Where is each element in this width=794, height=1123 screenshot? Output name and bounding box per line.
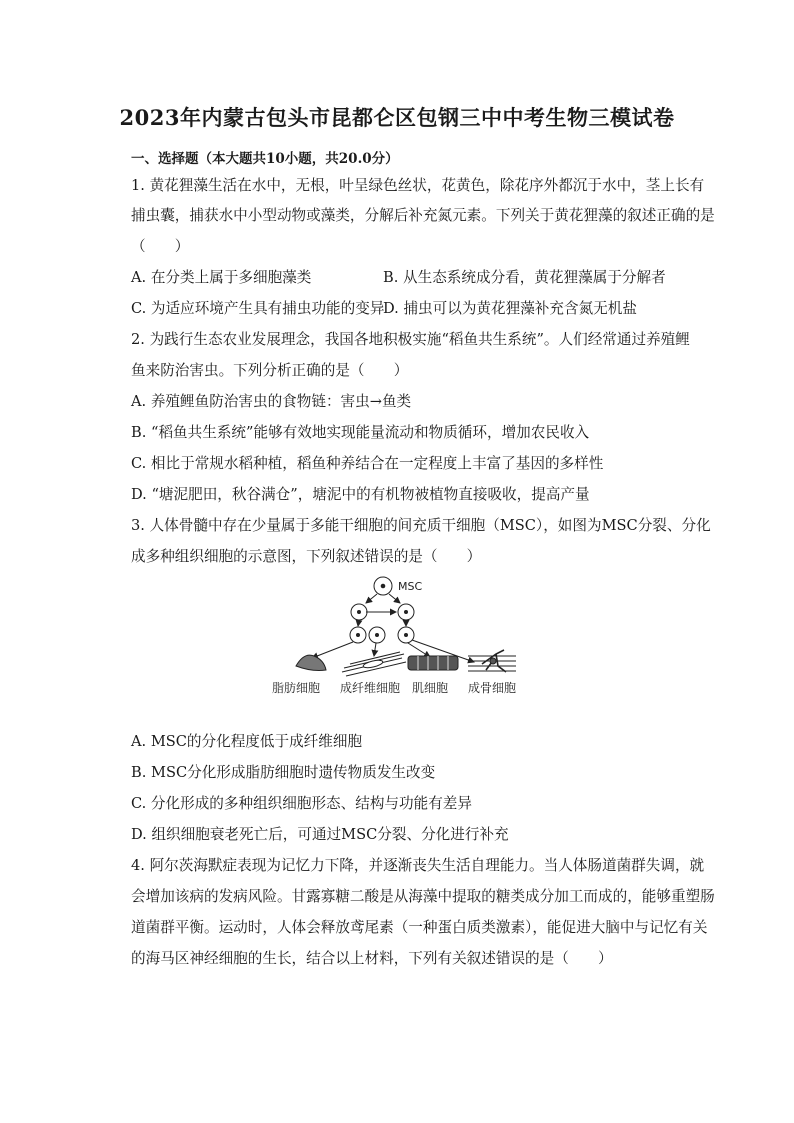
msc-differentiation-figure [260,572,530,700]
q4-stem-line: 道菌群平衡。运动时，人体会释放鸢尾素（一种蛋白质类激素），能促进大脑中与记忆有关 [131,919,708,936]
arrow [358,620,359,626]
q2-option-b: B. “稻鱼共生系统”能够有效地实现能量流动和物质循环，增加农民收入 [131,424,590,441]
arrow [374,643,376,656]
q1-option-c: C. 为适应环境产生具有捕虫功能的变异 [131,300,385,317]
q1-option-b: B. 从生态系统成分看，黄花狸藻属于分解者 [383,269,666,286]
q3-option-d: D. 组织细胞衰老死亡后，可通过MSC分裂、分化进行补充 [131,826,509,843]
q3-stem-line: 成多种组织细胞的示意图，下列叙述错误的是（ ） [131,548,482,565]
page-title: 2023年内蒙古包头市昆都仑区包钢三中中考生物三模试卷 [119,105,675,130]
q2-option-d: D. “塘泥肥田，秋谷满仓”，塘泥中的有机物被植物直接吸收，提高产量 [131,486,590,503]
q2-option-c: C. 相比于常规水稻种植，稻鱼种养结合在一定程度上丰富了基因的多样性 [131,455,604,472]
label-fat-cell: 脂肪细胞 [272,681,321,695]
q1-option-d: D. 捕虫可以为黄花狸藻补充含氮无机盐 [383,300,637,317]
bone-cell-shape [468,650,516,672]
label-bone-cell: 成骨细胞 [468,681,517,695]
msc-cell-right [398,604,414,620]
msc-cell-left [351,604,367,620]
q4-stem-line: 会增加该病的发病风险。甘露寡糖二酸是从海藻中提取的糖类成分加工而成的，能够重塑肠 [131,888,715,905]
q1-stem-line: （ ） [131,238,190,255]
section-header: 一、选择题（本大题共10小题，共20.0分） [131,151,399,167]
muscle-cell-shape [408,656,458,670]
q2-stem-line: 2. 为践行生态农业发展理念，我国各地积极实施“稻鱼共生系统”。人们经常通过养殖鲤 [131,331,690,348]
q1-option-a: A. 在分类上属于多细胞藻类 [131,269,312,286]
q1-stem-line: 捕虫囊，捕获水中小型动物或藻类，分解后补充氮元素。下列关于黄花狸藻的叙述正确的是 [131,207,715,224]
q3-stem-line: 3. 人体骨髓中存在少量属于多能干细胞的间充质干细胞（MSC），如图为MSC分裂、分化 [131,517,711,534]
q3-option-c: C. 分化形成的多种组织细胞形态、结构与功能有差异 [131,795,472,812]
arrow [312,642,353,658]
msc-cell-row [350,627,414,643]
arrow [389,594,400,603]
q1-stem-line: 1. 黄花狸藻生活在水中，无根，叶呈绿色丝状，花黄色，除花序外都沉于水中，茎上长有 [131,177,705,194]
arrow [366,594,377,603]
q2-option-a: A. 养殖鲤鱼防治害虫的食物链：害虫→鱼类 [131,393,412,410]
q3-option-a: A. MSC的分化程度低于成纤维细胞 [131,733,363,750]
label-muscle-cell: 肌细胞 [412,681,449,695]
q4-stem-line: 4. 阿尔茨海默症表现为记忆力下降，并逐渐丧失生活自理能力。当人体肠道菌群失调，就 [131,857,705,874]
q4-stem-line: 的海马区神经细胞的生长，结合以上材料，下列有关叙述错误的是（ ） [131,950,613,967]
fat-cell-shape [296,655,326,670]
msc-label: MSC [398,580,423,593]
msc-cell-top [374,577,392,595]
label-fibroblast: 成纤维细胞 [340,681,401,695]
q3-option-b: B. MSC分化形成脂肪细胞时遗传物质发生改变 [131,764,436,781]
q2-stem-line: 鱼来防治害虫。下列分析正确的是（ ） [131,362,409,379]
